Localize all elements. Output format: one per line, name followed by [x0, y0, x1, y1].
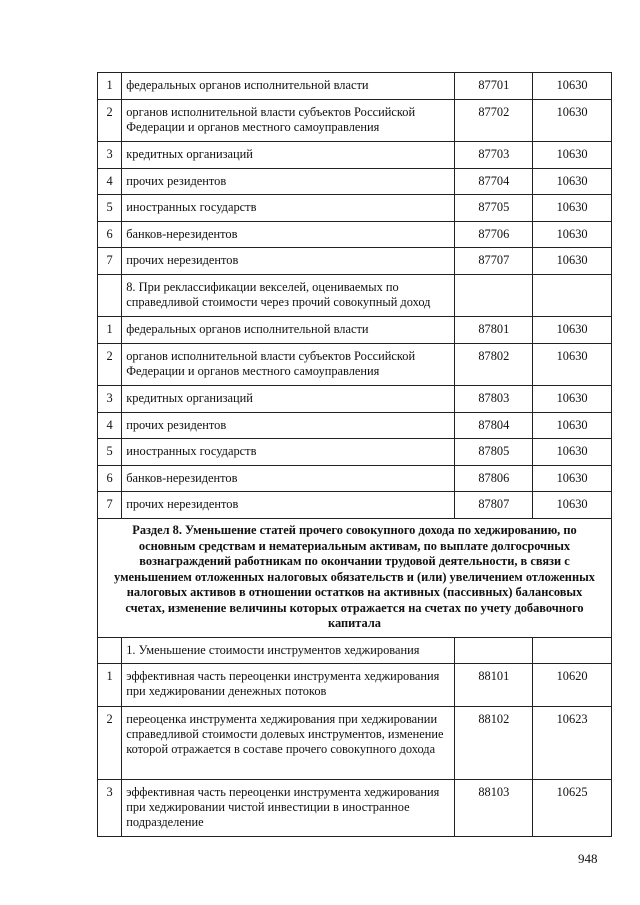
section-heading-row	[98, 519, 612, 638]
row-name: прочих нерезидентов	[126, 497, 239, 511]
table-row	[98, 664, 612, 707]
row-number: 3	[106, 391, 113, 405]
subheading-row	[98, 638, 612, 664]
row-number: 3	[106, 785, 113, 799]
table-row	[98, 222, 612, 248]
row-number: 1	[106, 322, 113, 336]
row-code: 87801	[478, 322, 510, 336]
row-symbol: 10630	[556, 253, 588, 267]
row-symbol: 10620	[556, 669, 588, 683]
row-symbol: 10630	[556, 471, 588, 485]
row-code: 87707	[478, 253, 510, 267]
row-number: 6	[106, 471, 113, 485]
row-number: 5	[106, 444, 113, 458]
row-symbol: 10630	[556, 174, 588, 188]
row-number: 2	[106, 105, 113, 119]
row-name: банков-нерезидентов	[126, 471, 238, 485]
row-number: 5	[106, 200, 113, 214]
row-name: федеральных органов исполнительной власти	[126, 322, 369, 336]
row-code: 87701	[478, 78, 510, 92]
row-name: переоценка инструмента хеджирования при хеджировании справедливой стоимости долевых инструментов, изменение которой отражается в составе прочего совокупного дохода	[126, 712, 444, 756]
row-name: органов исполнительной власти субъектов Российской Федерации и органов местного самоуправления	[126, 105, 416, 134]
row-symbol: 10630	[556, 78, 588, 92]
row-number: 1	[106, 669, 113, 683]
row-code: 87804	[478, 418, 510, 432]
subheading-text: 1. Уменьшение стоимости инструментов хеджирования	[126, 643, 420, 657]
row-code: 87706	[478, 227, 510, 241]
table-row	[98, 707, 612, 780]
row-symbol: 10630	[556, 391, 588, 405]
row-code: 87702	[478, 105, 510, 119]
row-number: 4	[106, 174, 113, 188]
row-number: 4	[106, 418, 113, 432]
table-row	[98, 466, 612, 492]
row-number: 2	[106, 712, 113, 726]
table-row	[98, 344, 612, 386]
row-symbol: 10630	[556, 227, 588, 241]
table-row	[98, 386, 612, 413]
row-number: 7	[106, 497, 113, 511]
row-name: прочих нерезидентов	[126, 253, 239, 267]
row-number: 1	[106, 78, 113, 92]
page-number: 948	[578, 851, 598, 866]
row-symbol: 10630	[556, 349, 588, 363]
row-symbol: 10625	[556, 785, 588, 799]
row-symbol: 10630	[556, 105, 588, 119]
row-code: 87805	[478, 444, 510, 458]
subheading-row	[98, 275, 612, 317]
row-code: 87802	[478, 349, 510, 363]
row-code: 87807	[478, 497, 510, 511]
row-code: 87705	[478, 200, 510, 214]
row-name: прочих резидентов	[126, 418, 227, 432]
row-name: банков-нерезидентов	[126, 227, 238, 241]
row-number: 6	[106, 227, 113, 241]
section-heading: Раздел 8. Уменьшение статей прочего совокупного дохода по хеджированию, по основным средствам и нематериальным активам, по выплате долгосрочных вознаграждений работникам по окончании трудовой деятельности, в связи с уменьшением отложенных налоговых обязательств и (или) увеличением отложенных налоговых активов в отношении остатков на активных (пассивных) балансовых счетах, изменение величины которых отражается на счетах по учету добавочного капитала	[98, 519, 612, 638]
row-code: 87806	[478, 471, 510, 485]
table-row	[98, 492, 612, 519]
row-code: 88101	[478, 669, 510, 683]
table-row	[98, 195, 612, 222]
table-row	[98, 169, 612, 195]
row-code: 88103	[478, 785, 510, 799]
table-row	[98, 100, 612, 142]
row-number: 2	[106, 349, 113, 363]
row-symbol: 10630	[556, 497, 588, 511]
table-row	[98, 73, 612, 100]
row-name: иностранных государств	[126, 200, 257, 214]
subheading-text: 8. При реклассификации векселей, оцениваемых по справедливой стоимости через прочий совокупный доход	[126, 280, 431, 309]
row-symbol: 10630	[556, 444, 588, 458]
row-code: 87703	[478, 147, 510, 161]
table-row	[98, 780, 612, 837]
row-number: 3	[106, 147, 113, 161]
table-row	[98, 317, 612, 344]
table-row	[98, 142, 612, 169]
row-symbol: 10630	[556, 147, 588, 161]
row-symbol: 10630	[556, 418, 588, 432]
accounts-table	[97, 72, 612, 837]
row-symbol: 10630	[556, 200, 588, 214]
row-symbol: 10630	[556, 322, 588, 336]
row-symbol: 10623	[556, 712, 588, 726]
row-name: кредитных организаций	[126, 147, 253, 161]
row-name: прочих резидентов	[126, 174, 227, 188]
row-name: иностранных государств	[126, 444, 257, 458]
row-code: 88102	[478, 712, 510, 726]
row-name: органов исполнительной власти субъектов Российской Федерации и органов местного самоуправления	[126, 349, 416, 378]
table-row	[98, 439, 612, 466]
table-row	[98, 248, 612, 275]
row-name: кредитных организаций	[126, 391, 253, 405]
table-row	[98, 413, 612, 439]
row-name: эффективная часть переоценки инструмента хеджирования при хеджировании денежных потоков	[126, 669, 440, 698]
row-number: 7	[106, 253, 113, 267]
row-name: федеральных органов исполнительной власти	[126, 78, 369, 92]
row-code: 87704	[478, 174, 510, 188]
row-code: 87803	[478, 391, 510, 405]
row-name: эффективная часть переоценки инструмента хеджирования при хеджировании чистой инвестиции в иностранное подразделение	[126, 785, 440, 829]
